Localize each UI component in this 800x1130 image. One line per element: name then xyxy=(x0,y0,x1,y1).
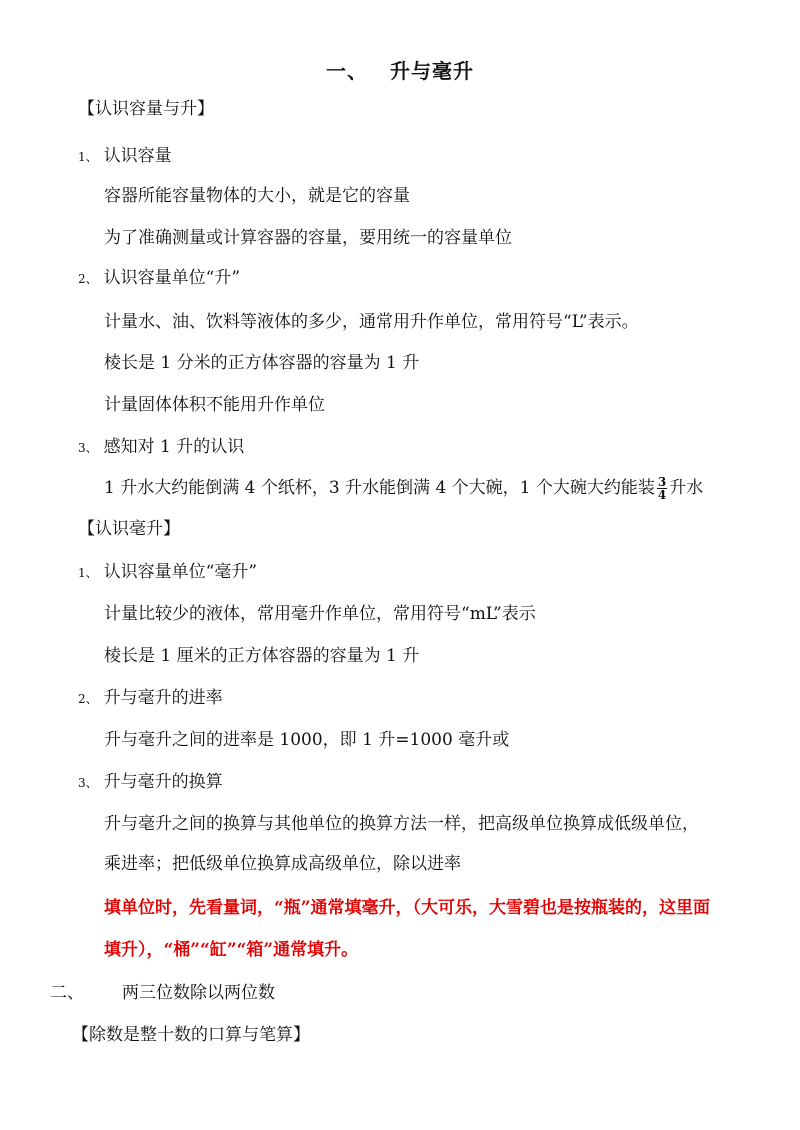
section-two-number: 二、 xyxy=(50,983,84,1003)
body-line: 计量固体体积不能用升作单位 xyxy=(104,395,325,415)
highlight-note-line: 填升），“桶”“缸”“箱”通常填升。 xyxy=(104,940,359,960)
section-header-division: 【除数是整十数的口算与笔算】 xyxy=(72,1025,310,1045)
numbered-item xyxy=(78,145,172,168)
numbered-item xyxy=(78,771,223,794)
numbered-item xyxy=(78,267,240,290)
item-text: 升与毫升的换算 xyxy=(103,772,223,792)
fraction-numerator: 3 xyxy=(657,475,667,489)
fraction-line-before: 1 升水大约能倒满 4 个纸杯，3 升水能倒满 4 个大碗，1 个大碗大约能装 xyxy=(104,478,655,498)
body-line: 计量比较少的液体，常用毫升作单位，常用符号“mL”表示 xyxy=(104,604,536,624)
numbered-item xyxy=(78,687,223,710)
section-header-capacity: 【认识容量与升】 xyxy=(78,99,214,119)
body-line: 计量水、油、饮料等液体的多少，通常用升作单位，常用符号“L”表示。 xyxy=(104,312,639,332)
item-text: 认识容量单位“升” xyxy=(103,268,241,288)
fraction-line-after: 升水 xyxy=(669,478,704,498)
body-line: 乘进率；把低级单位换算成高级单位，除以进率 xyxy=(104,854,461,874)
body-line: 棱长是 1 厘米的正方体容器的容量为 1 升 xyxy=(104,646,420,666)
item-text: 认识容量 xyxy=(103,146,172,166)
body-line: 升与毫升之间的进率是 1000，即 1 升=1000 毫升或 xyxy=(104,730,510,750)
item-number: 2、 xyxy=(78,692,98,706)
section-header-milliliter: 【认识毫升】 xyxy=(78,519,180,539)
item-text: 认识容量单位“毫升” xyxy=(103,562,258,582)
body-line: 升与毫升之间的换算与其他单位的换算方法一样，把高级单位换算成低级单位， xyxy=(104,814,699,834)
page-title xyxy=(0,60,800,82)
item-number: 3、 xyxy=(78,441,98,455)
body-line: 为了准确测量或计算容器的容量，要用统一的容量单位 xyxy=(104,228,512,248)
body-line: 棱长是 1 分米的正方体容器的容量为 1 升 xyxy=(104,353,420,373)
item-number: 1、 xyxy=(78,150,98,164)
fraction-denominator: 4 xyxy=(657,488,667,502)
section-two-heading xyxy=(50,982,275,1004)
fraction-three-quarters xyxy=(657,476,667,501)
section-two-title: 两三位数除以两位数 xyxy=(122,983,275,1003)
numbered-item xyxy=(78,561,257,584)
highlight-note-line: 填单位时，先看量词，“瓶”通常填毫升，（大可乐，大雪碧也是按瓶装的，这里面 xyxy=(104,898,711,918)
item-number: 1、 xyxy=(78,566,98,580)
item-text: 升与毫升的进率 xyxy=(103,688,223,708)
item-number: 3、 xyxy=(78,776,98,790)
numbered-item xyxy=(78,436,244,459)
body-line: 容器所能容量物体的大小，就是它的容量 xyxy=(104,186,410,206)
title-number: 一、 xyxy=(326,59,368,83)
fraction-line xyxy=(104,476,703,501)
title-text: 升与毫升 xyxy=(390,59,474,83)
item-number: 2、 xyxy=(78,272,98,286)
item-text: 感知对 1 升的认识 xyxy=(103,437,245,457)
